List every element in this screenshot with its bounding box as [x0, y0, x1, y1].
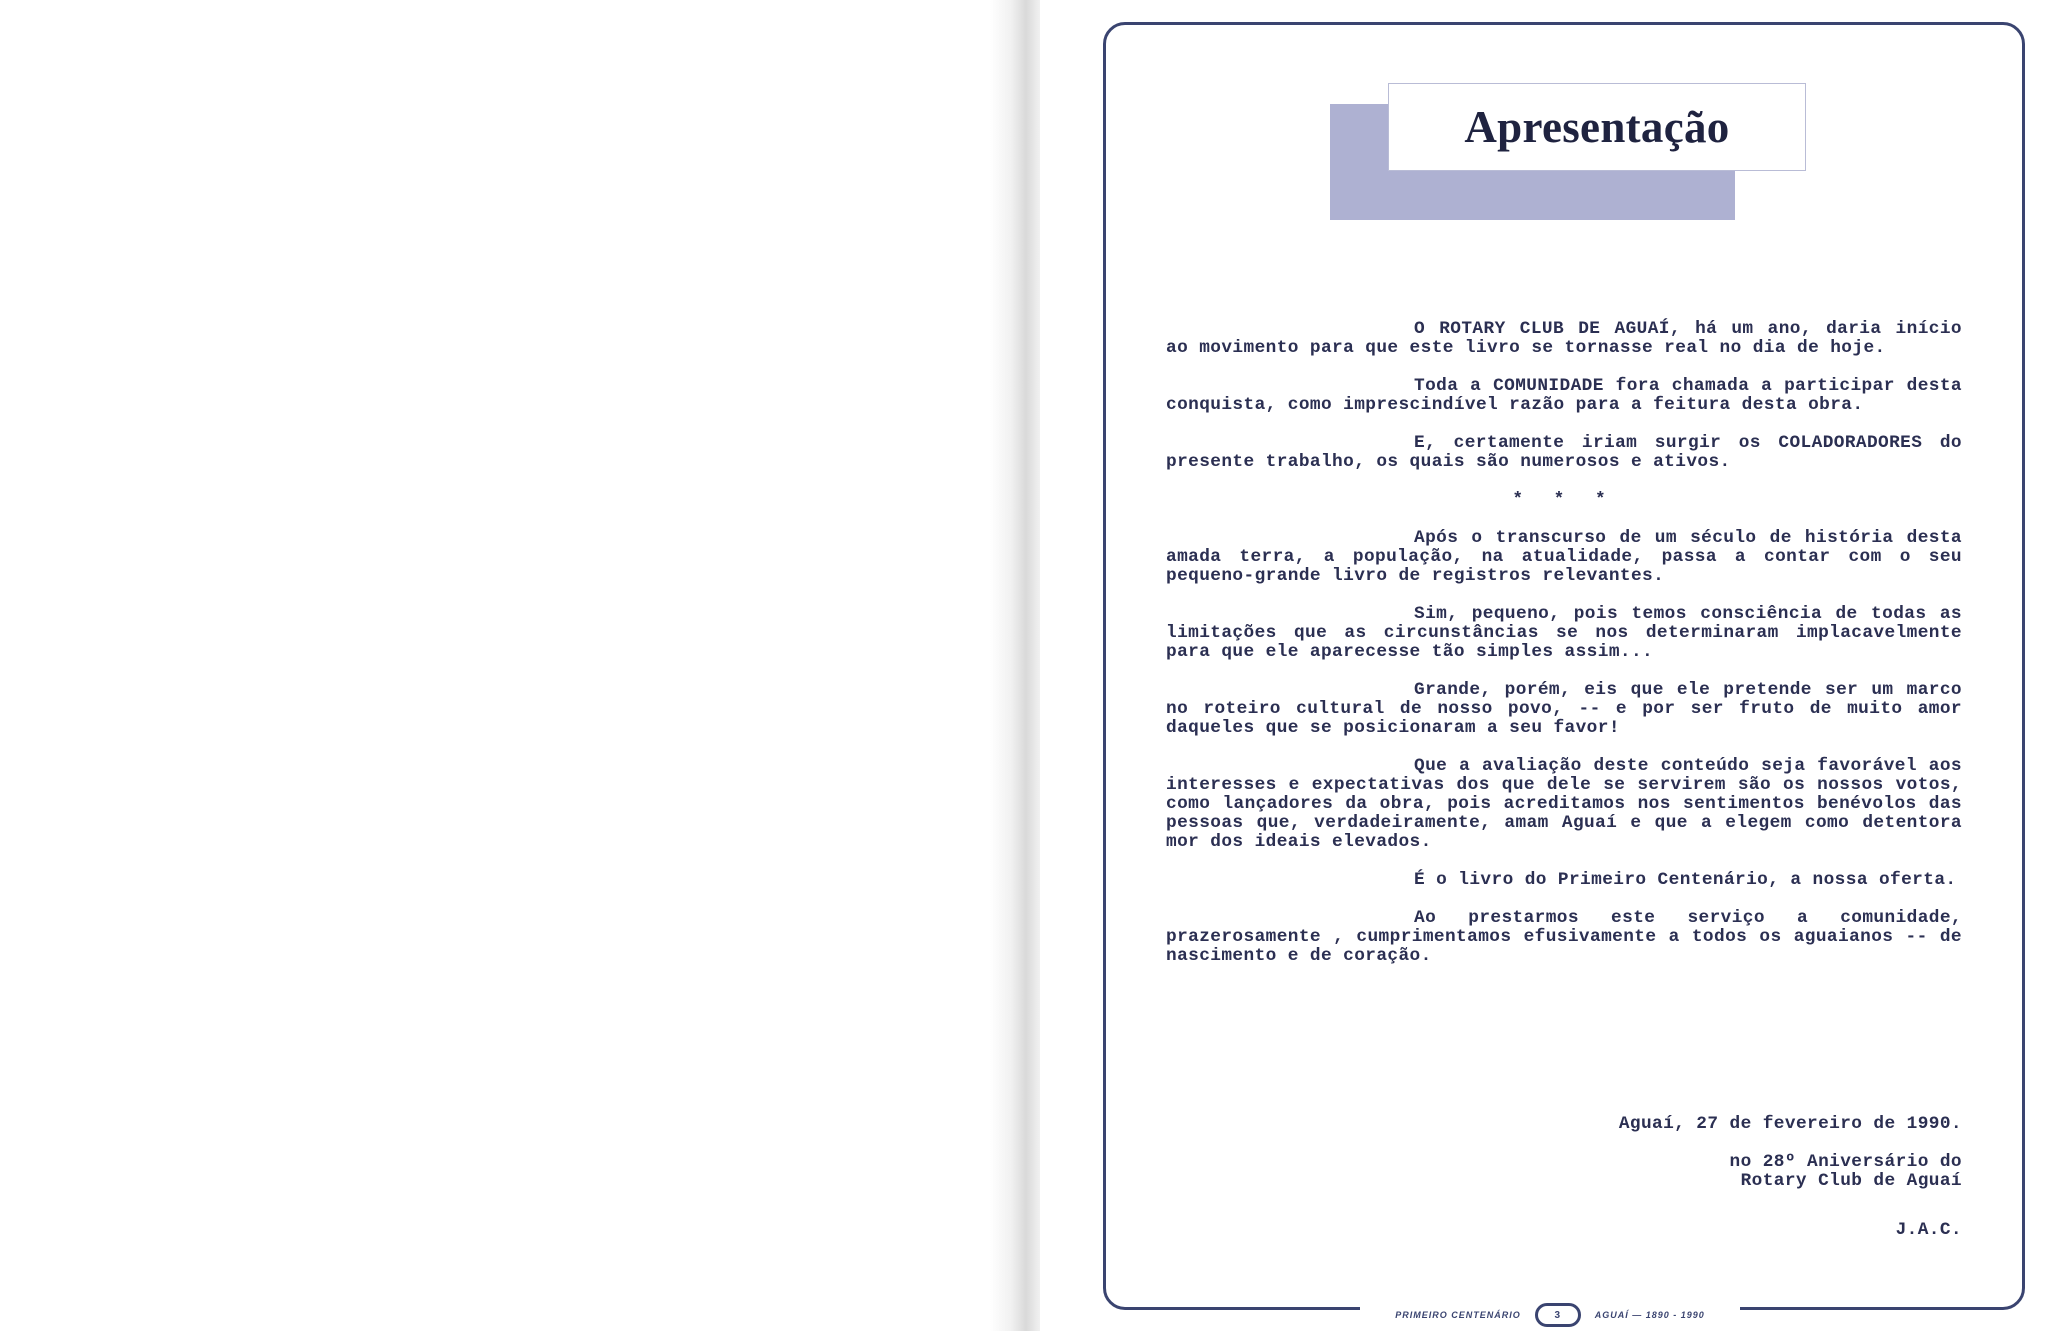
section-separator: * * * [1512, 490, 1616, 510]
left-blank-page [0, 0, 1000, 1331]
paragraph-3: E, certamente iriam surgir os COLADORADORES do presente trabalho, os quais são numerosos e ativos. [1166, 433, 1962, 472]
body-text [1166, 320, 1962, 985]
title-box [1388, 83, 1806, 171]
anniversary-line-2: Rotary Club de Aguaí [1740, 1171, 1962, 1191]
footer-left-text: PRIMEIRO CENTENÁRIO [1395, 1310, 1521, 1320]
paragraph-7: Que a avaliação deste conteúdo seja favorável aos interesses e expectativas dos que dele se servirem são os nossos votos, como lançadores da obra, pois acreditamos nos sentimentos benévolos das pessoas que, verdadeiramente, amam Aguaí e que a elegem como detentora mor dos ideais elevados. [1166, 756, 1962, 852]
page-number: 3 [1535, 1303, 1581, 1327]
closing-block [1362, 1115, 1962, 1240]
paragraph-9: Ao prestarmos este serviço a comunidade, prazerosamente , cumprimentamos efusivamente a todos os aguaianos -- de nascimento e de coração. [1166, 908, 1962, 966]
footer-right-text: AGUAÍ — 1890 - 1990 [1594, 1310, 1705, 1320]
paragraph-4: Após o transcurso de um século de história desta amada terra, a população, na atualidade, passa a contar com o seu pequeno-grande livro de registros relevantes. [1166, 528, 1962, 586]
paragraph-1: O ROTARY CLUB DE AGUAÍ, há um ano, daria início ao movimento para que este livro se tornasse real no dia de hoje. [1166, 319, 1962, 358]
closing-date: Aguaí, 27 de fevereiro de 1990. [1618, 1114, 1962, 1134]
paragraph-5: Sim, pequeno, pois temos consciência de todas as limitações que as circunstâncias se nos determinaram implacavelmente para que ele aparecesse tão simples assim... [1166, 604, 1962, 662]
page-footer [1360, 1304, 1740, 1326]
paragraph-2: Toda a COMUNIDADE fora chamada a participar desta conquista, como imprescindível razão para a feitura desta obra. [1166, 376, 1962, 415]
paragraph-6: Grande, porém, eis que ele pretende ser um marco no roteiro cultural de nosso povo, -- e por ser fruto de muito amor daqueles que se posicionaram a seu favor! [1166, 680, 1962, 738]
page-title: Apresentação [1464, 102, 1730, 152]
paragraph-8: É o livro do Primeiro Centenário, a nossa oferta. [1414, 870, 1957, 890]
anniversary-line-1: no 28º Aniversário do [1729, 1152, 1962, 1172]
signature: J.A.C. [1895, 1220, 1962, 1240]
